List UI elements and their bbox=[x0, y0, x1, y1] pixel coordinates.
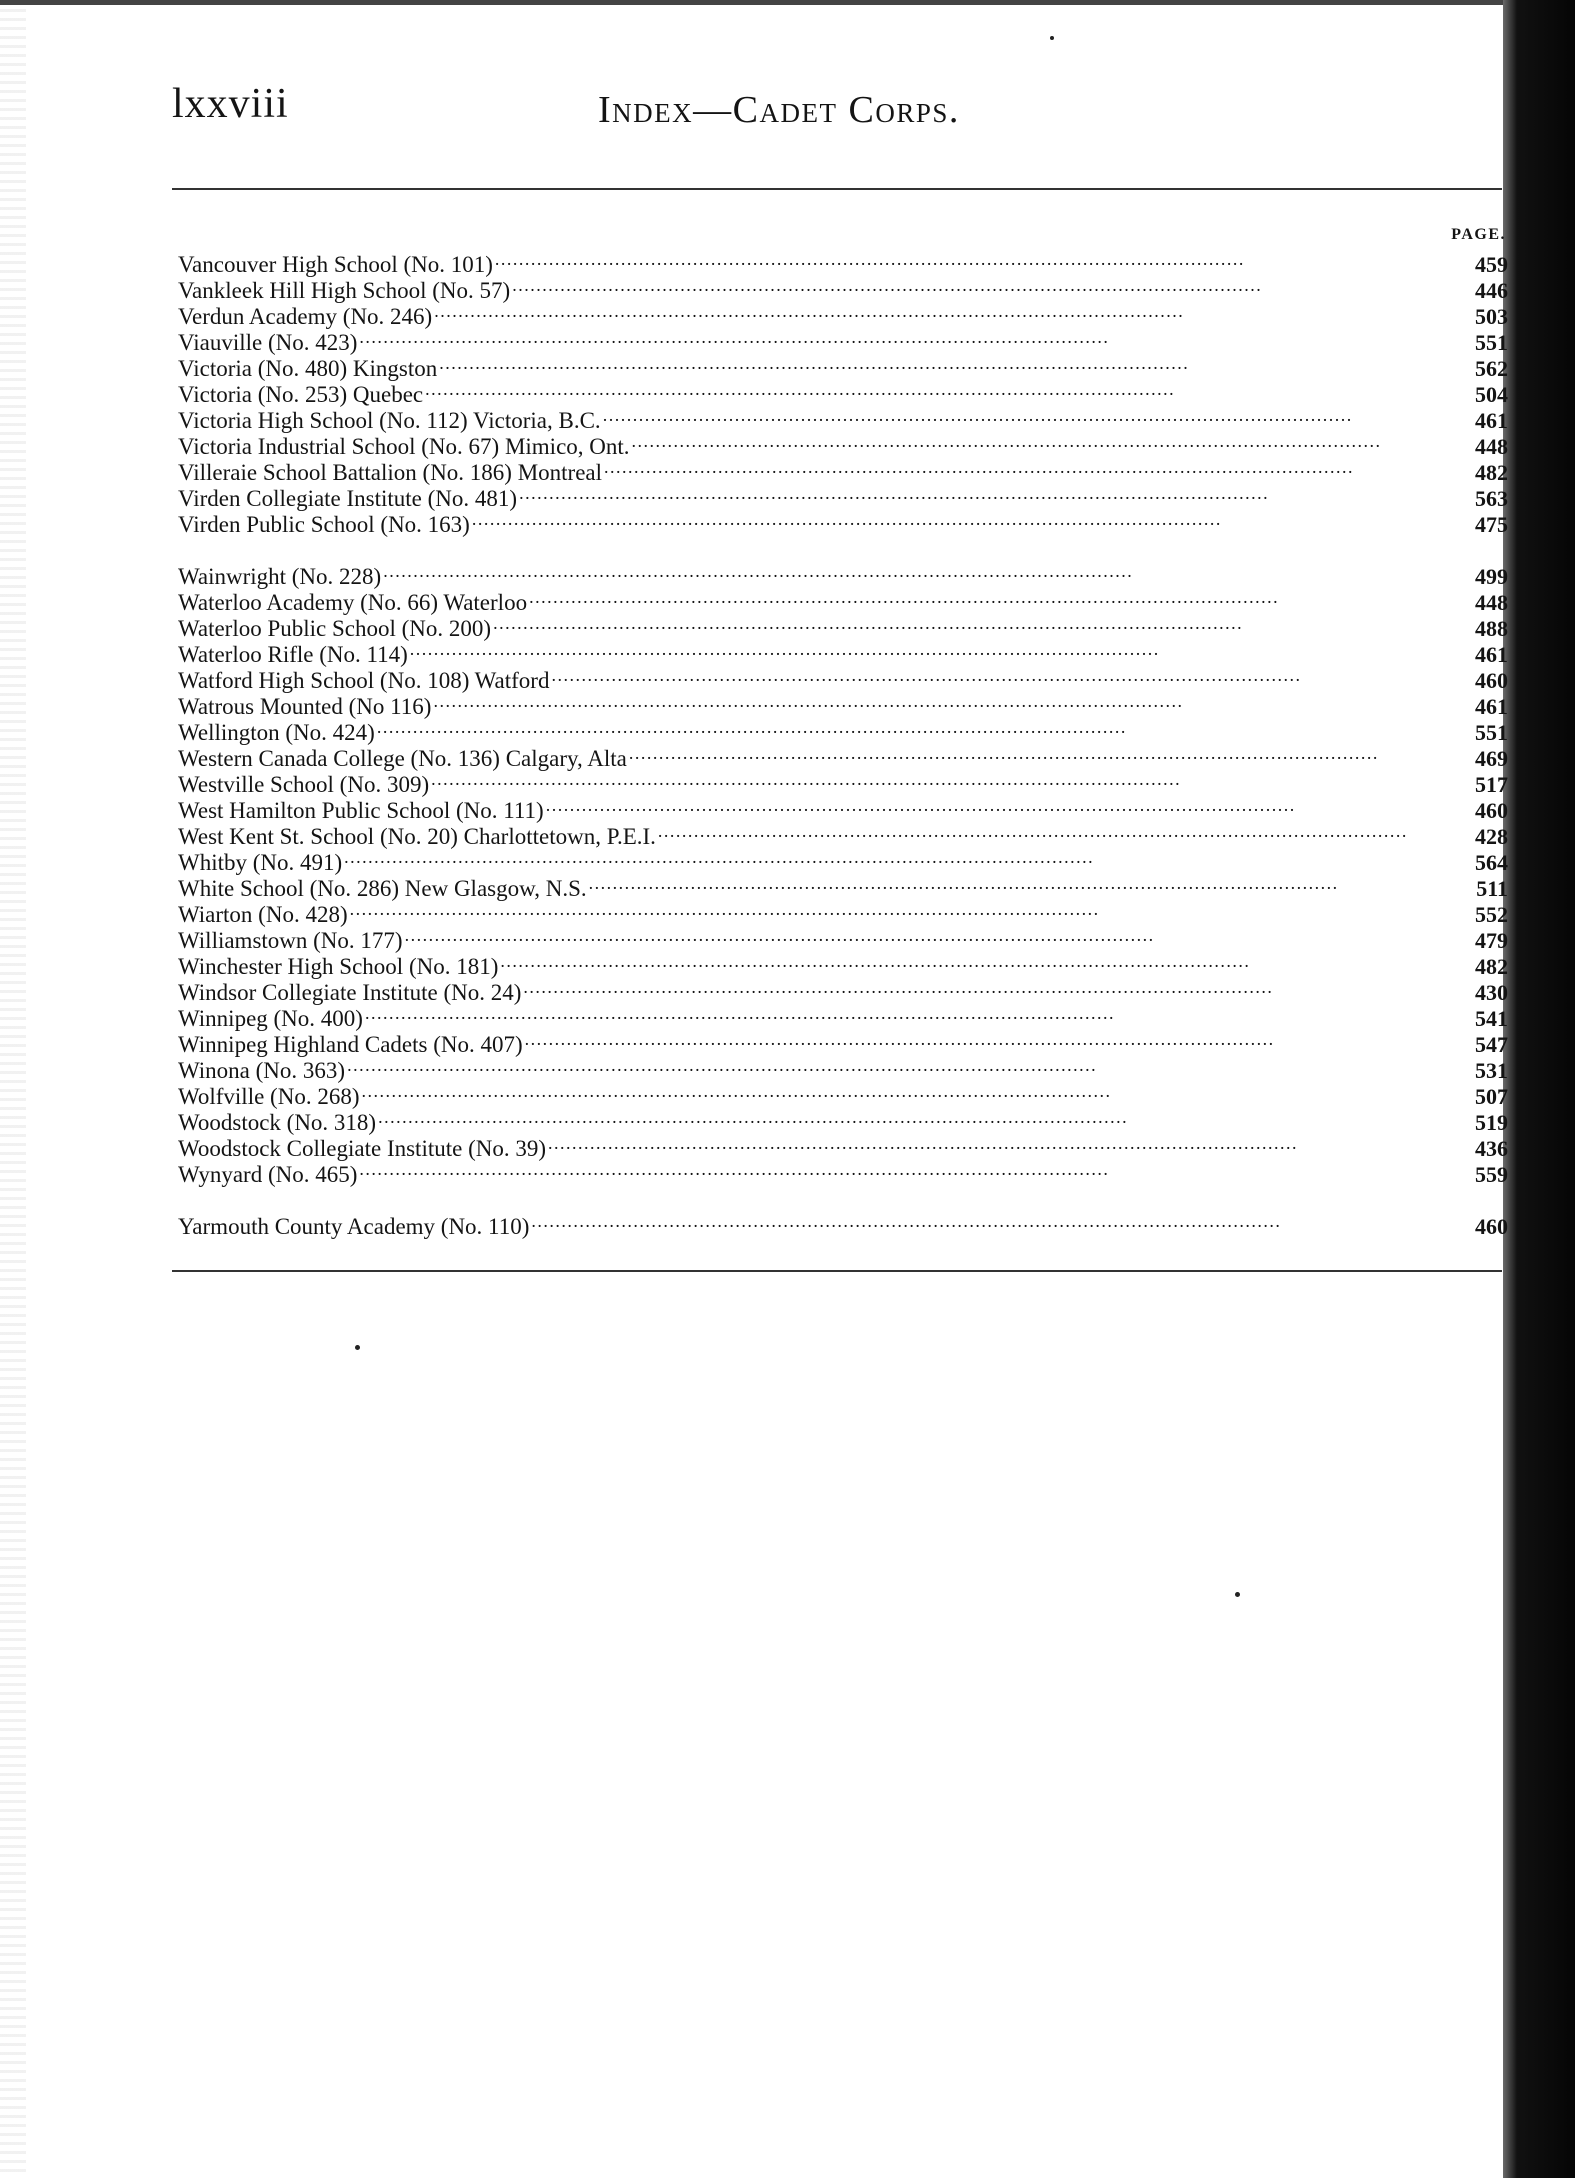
entry-page-number: 475 bbox=[1475, 512, 1508, 537]
index-entry bbox=[178, 740, 1508, 771]
entry-page-number: 482 bbox=[1475, 954, 1508, 979]
dot-leader bbox=[378, 1104, 1440, 1130]
page-left-edge bbox=[0, 0, 26, 2178]
dot-leader bbox=[603, 402, 1440, 428]
entry-page-number: 564 bbox=[1475, 850, 1508, 875]
group-spacer bbox=[178, 1182, 1508, 1208]
dot-leader bbox=[410, 636, 1440, 662]
entry-page-number: 499 bbox=[1475, 564, 1508, 589]
dot-leader bbox=[405, 922, 1440, 948]
dot-leader bbox=[546, 792, 1440, 818]
dot-leader bbox=[344, 844, 1440, 870]
dot-leader bbox=[433, 688, 1440, 714]
dot-leader bbox=[658, 818, 1440, 844]
entry-page-number: 448 bbox=[1475, 590, 1508, 615]
dot-leader bbox=[347, 1052, 1440, 1078]
entry-page-number: 469 bbox=[1475, 746, 1508, 771]
entry-name: Victoria (No. 480) Kingston bbox=[178, 356, 438, 381]
dot-leader bbox=[629, 740, 1440, 766]
dot-leader bbox=[519, 480, 1440, 506]
dot-leader bbox=[377, 714, 1440, 740]
dot-leader bbox=[361, 1078, 1440, 1104]
index-entry bbox=[178, 1104, 1508, 1135]
footer-rule bbox=[172, 1270, 1502, 1272]
entry-page-number: 507 bbox=[1475, 1084, 1508, 1109]
index-entry bbox=[178, 1026, 1508, 1057]
entry-name: Villeraie School Battalion (No. 186) Montreal bbox=[178, 460, 603, 485]
dot-leader bbox=[425, 376, 1440, 402]
entry-name: Viauville (No. 423) bbox=[178, 330, 358, 355]
dot-leader bbox=[359, 1156, 1440, 1182]
dot-leader bbox=[589, 870, 1440, 896]
entry-page-number: 541 bbox=[1475, 1006, 1508, 1031]
index-entry bbox=[178, 1156, 1508, 1187]
dot-leader bbox=[531, 1208, 1440, 1234]
scan-binding-shadow bbox=[1503, 0, 1575, 2178]
entry-name: Wynyard (No. 465) bbox=[178, 1162, 358, 1187]
header-rule bbox=[172, 188, 1502, 190]
dot-leader bbox=[350, 896, 1440, 922]
entry-name: Winnipeg Highland Cadets (No. 407) bbox=[178, 1032, 523, 1057]
index-entry bbox=[178, 1078, 1508, 1109]
dot-leader bbox=[632, 428, 1440, 454]
entry-name: West Kent St. School (No. 20) Charlottetown, P.E.I. bbox=[178, 824, 656, 849]
page-folio-number: lxxviii bbox=[172, 81, 289, 127]
entry-page-number: 547 bbox=[1475, 1032, 1508, 1057]
entry-page-number: 436 bbox=[1475, 1136, 1508, 1161]
dot-leader bbox=[495, 246, 1440, 272]
dot-leader bbox=[548, 1130, 1440, 1156]
entry-name: Wolfville (No. 268) bbox=[178, 1084, 360, 1109]
index-entry bbox=[178, 922, 1508, 953]
entry-name: Victoria High School (No. 112) Victoria, B.C. bbox=[178, 408, 601, 433]
entry-page-number: 517 bbox=[1475, 772, 1508, 797]
dot-leader bbox=[439, 350, 1440, 376]
index-entry bbox=[178, 324, 1508, 355]
entry-name: Waterloo Academy (No. 66) Waterloo bbox=[178, 590, 528, 615]
entry-name: Wainwright (No. 228) bbox=[178, 564, 382, 589]
entry-page-number: 504 bbox=[1475, 382, 1508, 407]
entry-name: Watrous Mounted (No 116) bbox=[178, 694, 432, 719]
dot-leader bbox=[493, 610, 1440, 636]
index-list bbox=[178, 246, 1508, 1239]
entry-page-number: 461 bbox=[1475, 694, 1508, 719]
dot-leader bbox=[431, 766, 1440, 792]
dot-leader bbox=[500, 948, 1440, 974]
entry-page-number: 459 bbox=[1475, 252, 1508, 277]
entry-name: Virden Collegiate Institute (No. 481) bbox=[178, 486, 518, 511]
index-entry bbox=[178, 350, 1508, 381]
scan-speck bbox=[1050, 36, 1054, 40]
entry-page-number: 563 bbox=[1475, 486, 1508, 511]
index-entry bbox=[178, 558, 1508, 589]
entry-name: Winona (No. 363) bbox=[178, 1058, 346, 1083]
entry-name: Waterloo Public School (No. 200) bbox=[178, 616, 492, 641]
index-entry bbox=[178, 844, 1508, 875]
entry-name: Westville School (No. 309) bbox=[178, 772, 430, 797]
entry-name: Western Canada College (No. 136) Calgary, Alta bbox=[178, 746, 627, 771]
entry-page-number: 460 bbox=[1475, 798, 1508, 823]
entry-name: Wellington (No. 424) bbox=[178, 720, 375, 745]
index-entry bbox=[178, 1130, 1508, 1161]
entry-name: Whitby (No. 491) bbox=[178, 850, 343, 875]
entry-name: Vancouver High School (No. 101) bbox=[178, 252, 493, 277]
entry-name: Woodstock (No. 318) bbox=[178, 1110, 377, 1135]
entry-page-number: 552 bbox=[1475, 902, 1508, 927]
entry-page-number: 482 bbox=[1475, 460, 1508, 485]
entry-page-number: 519 bbox=[1475, 1110, 1508, 1135]
index-entry bbox=[178, 1052, 1508, 1083]
entry-page-number: 430 bbox=[1475, 980, 1508, 1005]
entry-name: Winchester High School (No. 181) bbox=[178, 954, 499, 979]
entry-name: Waterloo Rifle (No. 114) bbox=[178, 642, 408, 667]
entry-page-number: 446 bbox=[1475, 278, 1508, 303]
entry-name: Virden Public School (No. 163) bbox=[178, 512, 470, 537]
page-column-label: PAGE. bbox=[1451, 226, 1506, 243]
entry-page-number: 559 bbox=[1475, 1162, 1508, 1187]
index-entry bbox=[178, 896, 1508, 927]
dot-leader bbox=[525, 1026, 1440, 1052]
entry-page-number: 488 bbox=[1475, 616, 1508, 641]
entry-page-number: 428 bbox=[1475, 824, 1508, 849]
entry-name: Watford High School (No. 108) Watford bbox=[178, 668, 550, 693]
entry-name: Yarmouth County Academy (No. 110) bbox=[178, 1214, 530, 1239]
entry-page-number: 551 bbox=[1475, 720, 1508, 745]
page-top-edge bbox=[0, 0, 1510, 5]
dot-leader bbox=[383, 558, 1440, 584]
dot-leader bbox=[472, 506, 1440, 532]
entry-name: Woodstock Collegiate Institute (No. 39) bbox=[178, 1136, 546, 1161]
entry-page-number: 461 bbox=[1475, 408, 1508, 433]
page-running-head: Index—Cadet Corps. bbox=[598, 89, 960, 131]
entry-name: Windsor Collegiate Institute (No. 24) bbox=[178, 980, 522, 1005]
entry-name: Wiarton (No. 428) bbox=[178, 902, 348, 927]
entry-name: Winnipeg (No. 400) bbox=[178, 1006, 363, 1031]
entry-page-number: 551 bbox=[1475, 330, 1508, 355]
index-entry bbox=[178, 1000, 1508, 1031]
entry-page-number: 461 bbox=[1475, 642, 1508, 667]
entry-name: Williamstown (No. 177) bbox=[178, 928, 403, 953]
dot-leader bbox=[365, 1000, 1440, 1026]
dot-leader bbox=[359, 324, 1440, 350]
entry-page-number: 511 bbox=[1476, 876, 1508, 901]
dot-leader bbox=[512, 272, 1440, 298]
entry-name: Victoria Industrial School (No. 67) Mimico, Ont. bbox=[178, 434, 630, 459]
entry-page-number: 531 bbox=[1475, 1058, 1508, 1083]
entry-page-number: 503 bbox=[1475, 304, 1508, 329]
entry-name: West Hamilton Public School (No. 111) bbox=[178, 798, 544, 823]
scan-speck bbox=[1235, 1592, 1240, 1597]
index-entry bbox=[178, 246, 1508, 277]
entry-page-number: 460 bbox=[1475, 1214, 1508, 1239]
dot-leader bbox=[529, 584, 1440, 610]
entry-page-number: 460 bbox=[1475, 668, 1508, 693]
scan-speck bbox=[355, 1345, 360, 1350]
entry-page-number: 448 bbox=[1475, 434, 1508, 459]
dot-leader bbox=[604, 454, 1440, 480]
index-entry bbox=[178, 870, 1508, 901]
entry-name: Victoria (No. 253) Quebec bbox=[178, 382, 424, 407]
entry-page-number: 479 bbox=[1475, 928, 1508, 953]
dot-leader bbox=[523, 974, 1440, 1000]
entry-page-number: 562 bbox=[1475, 356, 1508, 381]
entry-name: White School (No. 286) New Glasgow, N.S. bbox=[178, 876, 587, 901]
entry-name: Verdun Academy (No. 246) bbox=[178, 304, 433, 329]
dot-leader bbox=[434, 298, 1440, 324]
dot-leader bbox=[551, 662, 1440, 688]
index-entry bbox=[178, 714, 1508, 745]
entry-name: Vankleek Hill High School (No. 57) bbox=[178, 278, 511, 303]
index-entry bbox=[178, 1208, 1508, 1239]
